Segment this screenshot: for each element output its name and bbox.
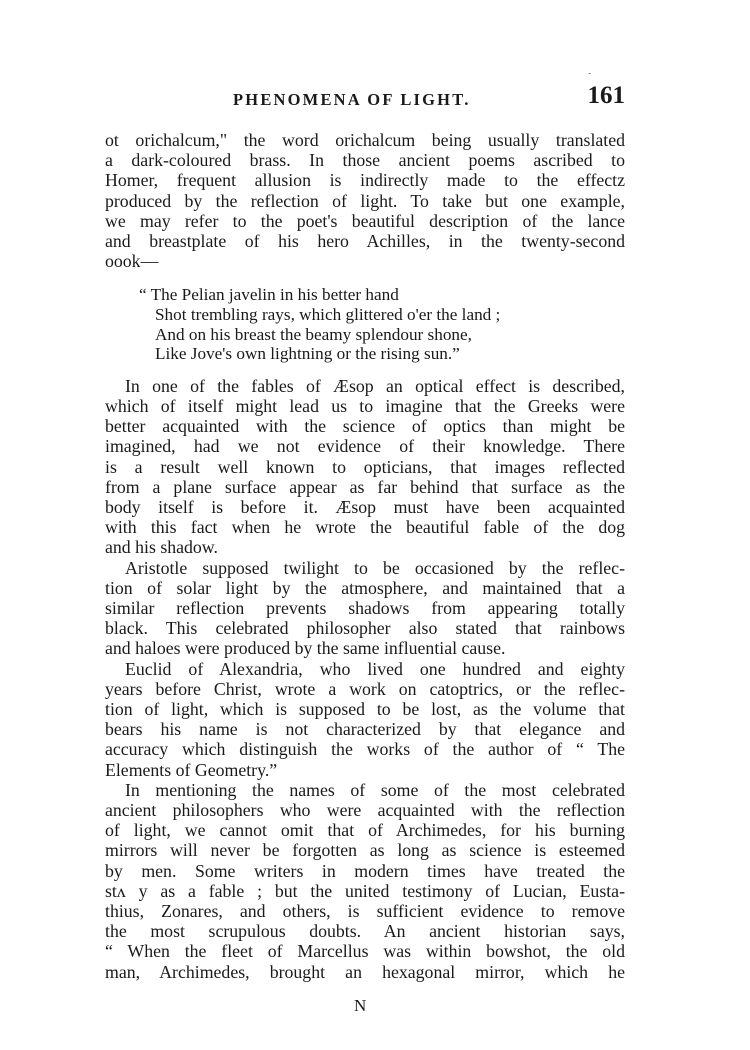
text-line: ot orichalcum," the word orichalcum being usually translated	[105, 130, 625, 150]
text-line: mirrors will never be forgotten as long as science is esteemed	[105, 840, 625, 861]
text-line: imagined, had we not evidence of their knowledge. There	[105, 436, 625, 457]
text-line: Homer, frequent allusion is indirectly made to the effectz	[105, 170, 625, 191]
text-line: is a result well known to opticians, that images reflected	[105, 456, 625, 477]
text-line: thius, Zonares, and others, is sufficient evidence to remove	[105, 901, 625, 922]
text-line: the most scrupulous doubts. An ancient historian says,	[105, 921, 625, 942]
text-line: man, Archimedes, brought an hexagonal mirror, which he	[105, 961, 625, 982]
verse-line: And on his breast the beamy splendour shone,	[155, 324, 472, 344]
text-line: tion of light, which is supposed to be lost, as the volume that	[105, 699, 625, 720]
text-line: years before Christ, wrote a work on catoptrics, or the reflec-	[105, 678, 625, 699]
text-line: and breastplate of his hero Achilles, in the twenty-second	[105, 231, 625, 252]
running-title: PHENOMENA OF LIGHT.	[233, 90, 471, 109]
text-line: of light, we cannot omit that of Archimedes, for his burning	[105, 820, 625, 841]
text-line: with this fact when he wrote the beautiful fable of the dog	[105, 517, 625, 538]
text-line: ancient philosophers who were acquainted with the reflection	[105, 800, 625, 821]
paragraph-3	[105, 558, 625, 659]
text-line: body itself is before it. Æsop must have been acquainted	[105, 497, 625, 518]
text-line: we may refer to the poet's beautiful description of the lance	[105, 210, 625, 231]
text-line: and haloes were produced by the same influential cause.	[105, 638, 506, 659]
verse-quotation	[105, 285, 625, 363]
text-line: Elements of Geometry.”	[105, 759, 278, 780]
text-line: In one of the fables of Æsop an optical effect is described,	[125, 375, 625, 396]
text-line: bears his name is not characterized by that elegance and	[105, 719, 625, 740]
text-line: black. This celebrated philosopher also stated that rainbows	[105, 618, 625, 639]
verse-line: Like Jove's own lightning or the rising sun.”	[155, 344, 460, 364]
text-line: better acquainted with the science of optics than might be	[105, 416, 625, 437]
text-line: which of itself might lead us to imagine that the Greeks were	[105, 396, 625, 416]
text-line: stʌ y as a fable ; but the united testimony of Lucian, Eusta-	[105, 880, 625, 901]
text-line: In mentioning the names of some of the most celebrated	[125, 779, 625, 800]
text-line: accuracy which distinguish the works of the author of “ The	[105, 739, 625, 760]
text-line: produced by the reflection of light. To take but one example,	[105, 190, 625, 211]
paragraph-2	[105, 376, 625, 558]
verse-line: “ The Pelian javelin in his better hand	[139, 285, 399, 305]
running-head	[105, 82, 625, 114]
paragraph-1	[105, 130, 625, 271]
stray-print-mark: -	[588, 68, 592, 79]
verse-line: Shot trembling rays, which glittered o'er the land ;	[155, 305, 501, 325]
body-text	[105, 130, 625, 982]
paragraph-4	[105, 659, 625, 780]
text-line: from a plane surface appear as far behind that surface as the	[105, 476, 625, 497]
text-line: oook—	[105, 251, 159, 272]
paragraph-5	[105, 780, 625, 982]
signature-mark: N	[354, 996, 367, 1015]
text-line: and his shadow.	[105, 537, 218, 558]
text-line: a dark-coloured brass. In those ancient poems ascribed to	[105, 150, 625, 171]
text-line: tion of solar light by the atmosphere, and maintained that a	[105, 577, 625, 598]
text-line: by men. Some writers in modern times have treated the	[105, 860, 625, 881]
text-line: Aristotle supposed twilight to be occasioned by the reflec-	[125, 557, 625, 578]
text-line: similar reflection prevents shadows from appearing totally	[105, 598, 625, 619]
text-line: “ When the fleet of Marcellus was within bowshot, the old	[105, 941, 625, 962]
text-line: Euclid of Alexandria, who lived one hundred and eighty	[125, 658, 625, 679]
page-number: 161	[587, 82, 625, 109]
